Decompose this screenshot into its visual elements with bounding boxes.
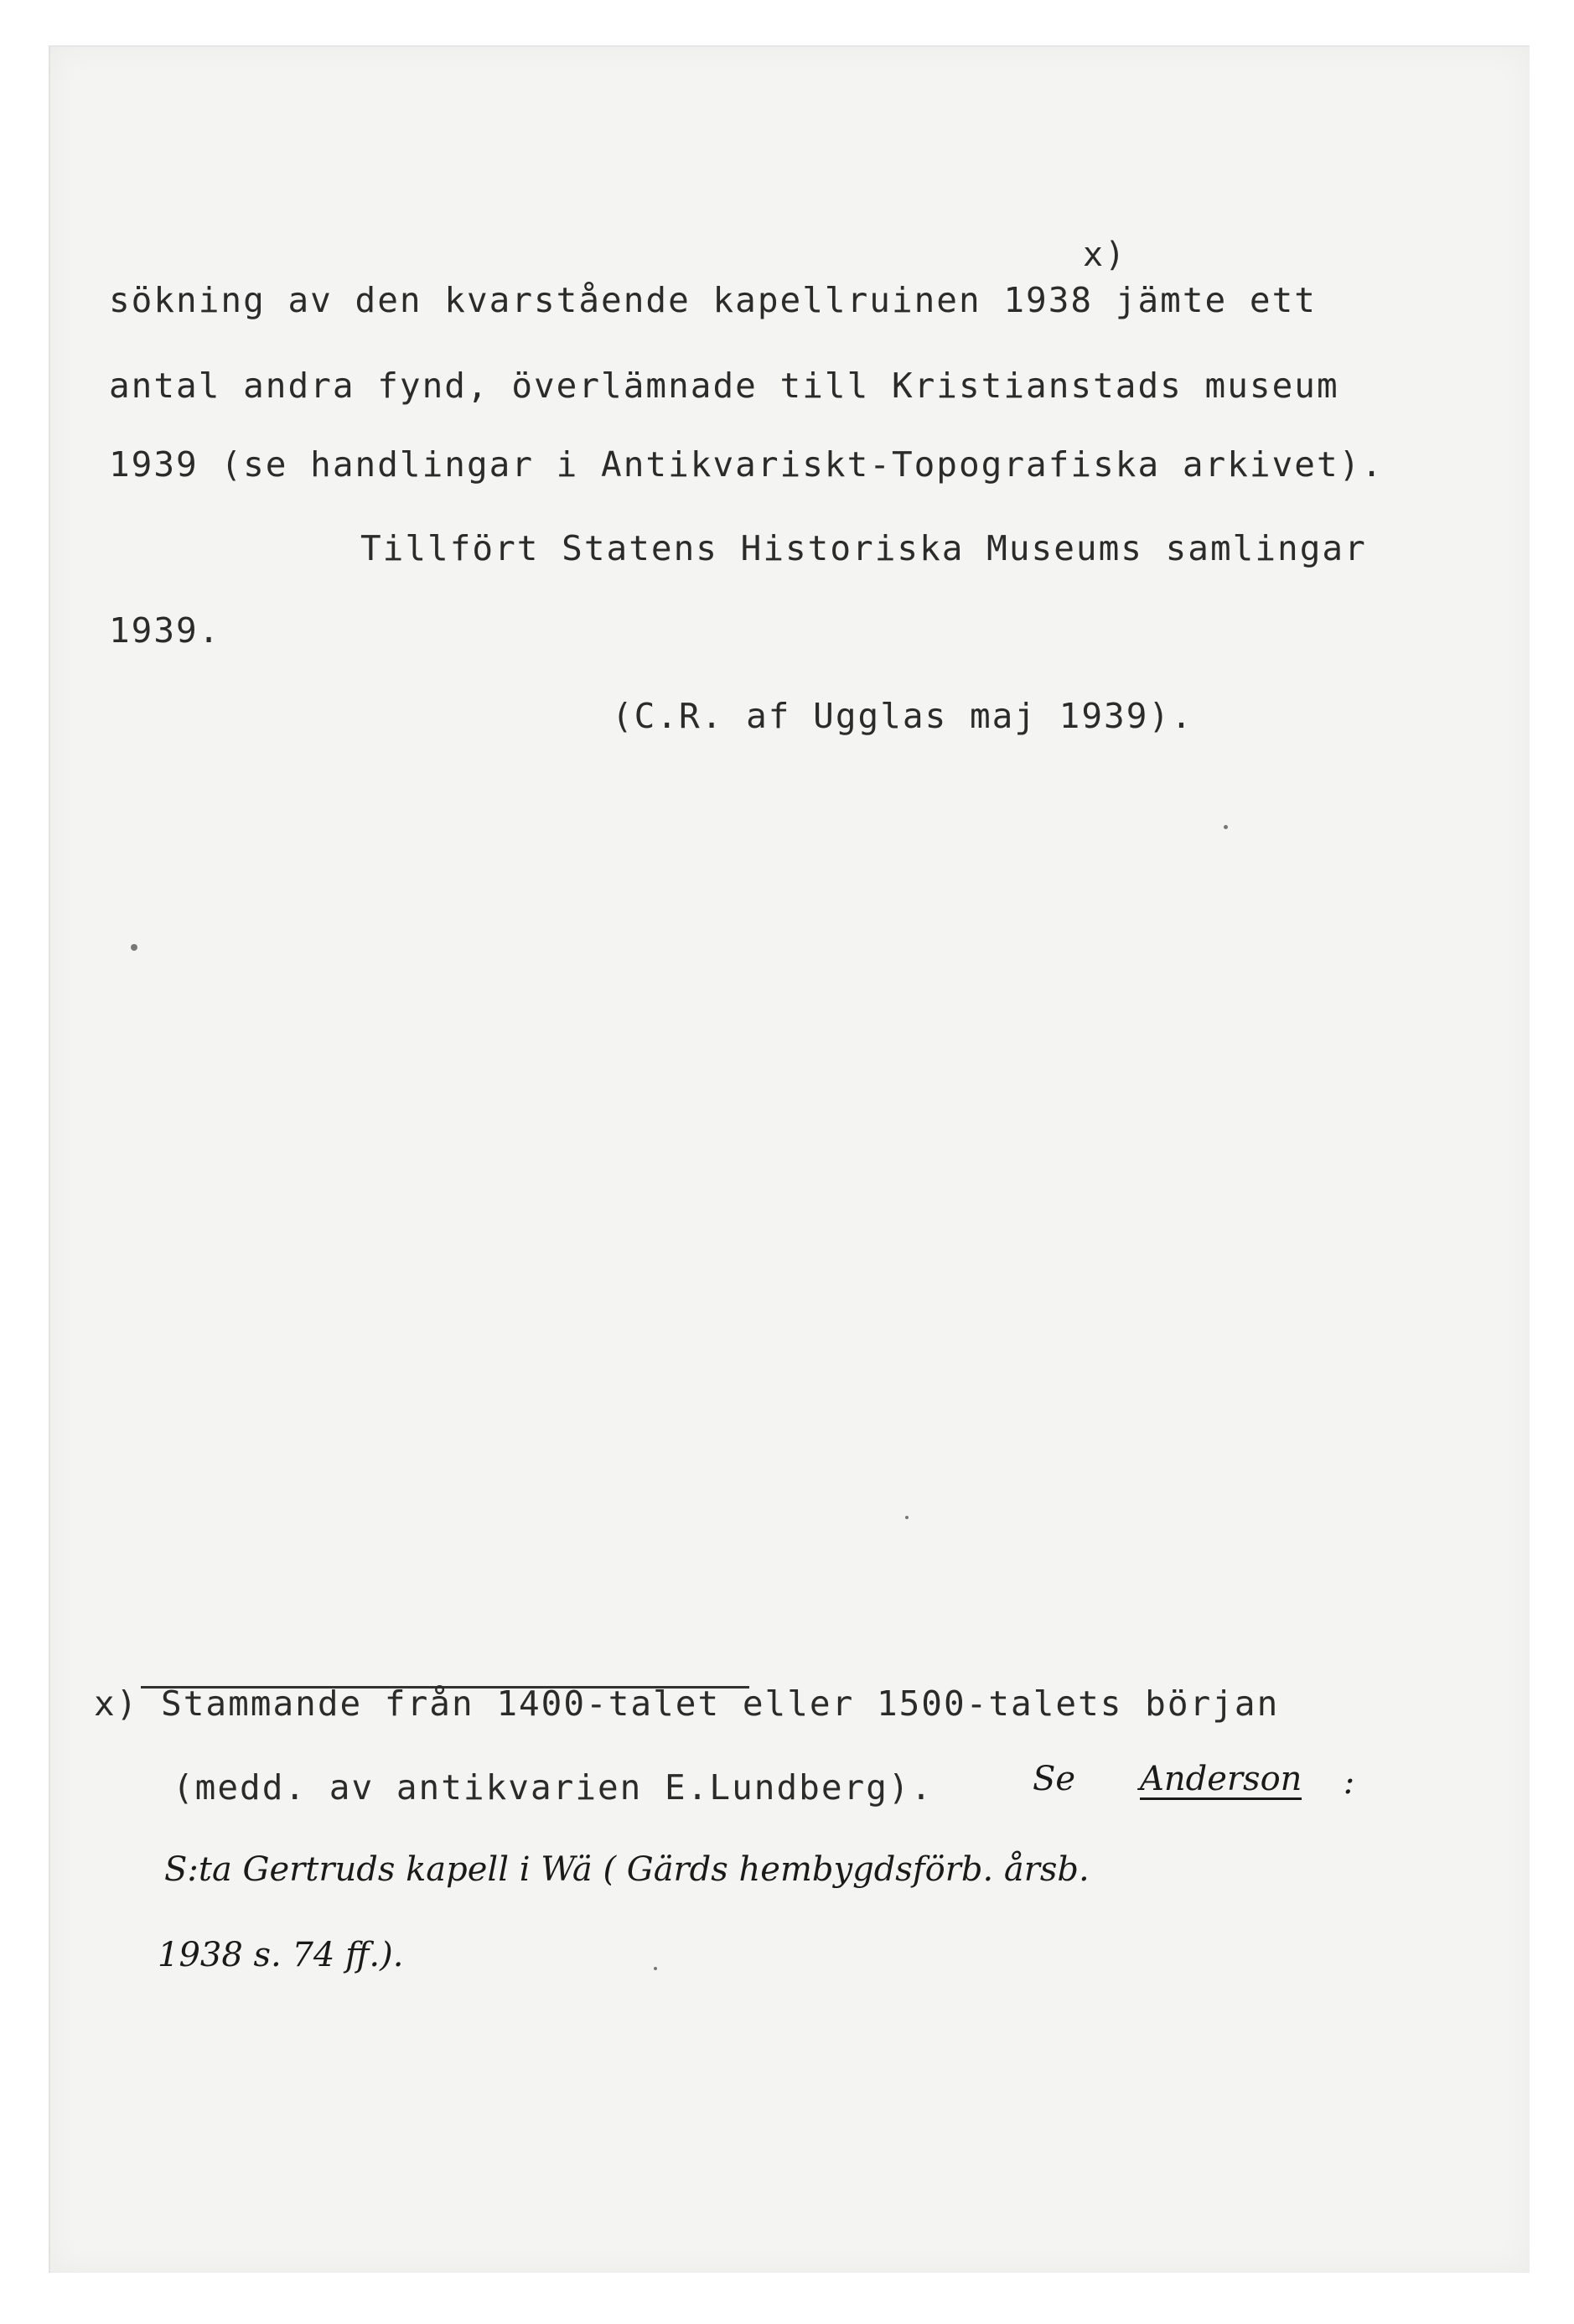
footnote-typed-line-2: (medd. av antikvarien E.Lundberg).	[173, 1767, 934, 1808]
body-line-5: 1939.	[109, 610, 221, 651]
footnote-typed-line-1: x) Stammande från 1400-talet eller 1500-talets början	[94, 1683, 1280, 1724]
handwritten-note-2: S:ta Gertruds kapell i Wä ( Gärds hembygdsförb. årsb.	[164, 1850, 1090, 1889]
body-line-3: 1939 (se handlingar i Antikvariskt-Topografiska arkivet).	[109, 444, 1384, 485]
paper-speck	[905, 1516, 909, 1519]
handwritten-note-3: 1938 s. 74 ff.).	[158, 1936, 404, 1974]
handwritten-note-author: Anderson	[1140, 1760, 1302, 1798]
body-line-1: sökning av den kvarstående kapellruinen 1938 jämte ett	[109, 280, 1317, 320]
paper-speck	[131, 944, 137, 951]
body-line-4: Tillfört Statens Historiska Museums samlingar	[360, 528, 1367, 568]
handwritten-note-1a: Se	[1033, 1760, 1086, 1798]
handwritten-note-1c: :	[1333, 1763, 1355, 1802]
body-line-2: antal andra fynd, överlämnade till Kristianstads museum	[109, 366, 1339, 406]
document-page	[49, 45, 1530, 2273]
footnote-reference-marker: x)	[1083, 236, 1127, 274]
signature-line: (C.R. af Ugglas maj 1939).	[612, 696, 1193, 736]
paper-speck	[654, 1967, 657, 1970]
paper-speck	[1224, 825, 1228, 829]
